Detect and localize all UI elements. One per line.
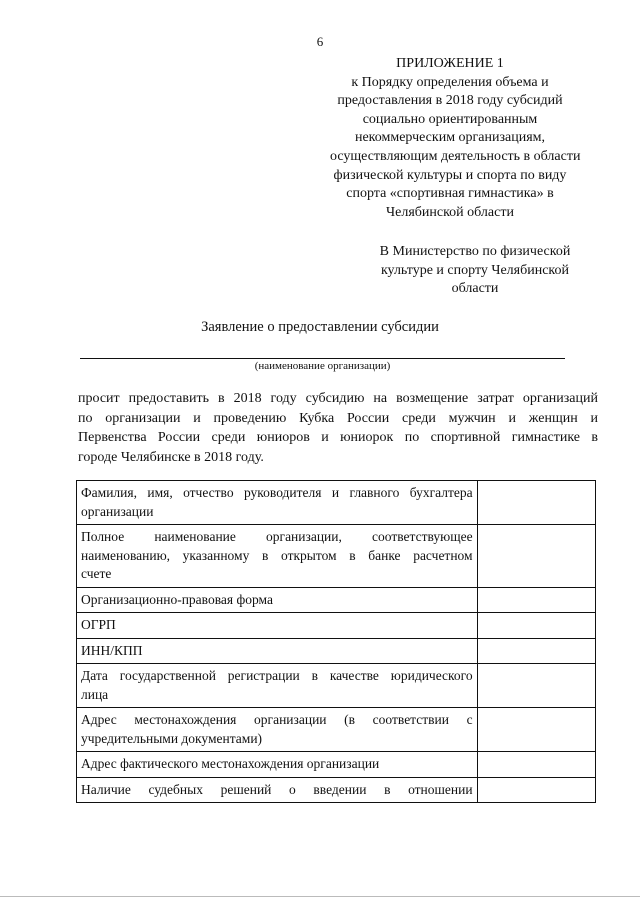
row-label-line: Фамилия, имя, отчество руководителя и главного бухгалтера xyxy=(81,485,473,500)
row-value-cell[interactable] xyxy=(477,638,595,664)
table-row xyxy=(77,587,596,613)
row-value-cell[interactable] xyxy=(477,708,595,752)
row-label-line: учредительными документами) xyxy=(81,730,263,746)
row-label xyxy=(77,752,478,778)
row-label xyxy=(77,638,478,664)
addressee-block xyxy=(355,243,595,299)
table-row xyxy=(77,638,596,664)
appendix-block xyxy=(330,55,581,222)
request-paragraph xyxy=(78,389,598,467)
row-value-cell[interactable] xyxy=(477,613,595,639)
appendix-line: некоммерческим организациям, xyxy=(354,130,546,146)
row-label-line: наименованию, указанному в открытом в банке расчетном xyxy=(81,547,473,563)
row-label-line: Адрес местонахождения организации (в соответствии с xyxy=(81,712,473,727)
row-label-line: Наличие судебных решений о введении в отношении xyxy=(81,781,473,797)
table-row xyxy=(77,613,596,639)
paragraph-line: просит предоставить в 2018 году субсидию на возмещение затрат организаций xyxy=(78,391,598,406)
addressee-line: культуре и спорту Челябинской xyxy=(380,262,570,278)
row-label-line: лица xyxy=(81,686,109,702)
row-value-cell[interactable] xyxy=(477,777,595,803)
page-number: 6 xyxy=(316,34,324,49)
row-label xyxy=(77,613,478,639)
row-label xyxy=(77,664,478,708)
row-label-line: Адрес фактического местонахождения организации xyxy=(81,756,380,771)
row-label xyxy=(77,481,478,525)
row-value-cell[interactable] xyxy=(477,664,595,708)
appendix-line: физической культуры и спорта по виду xyxy=(333,167,567,183)
appendix-title: ПРИЛОЖЕНИЕ 1 xyxy=(396,56,504,71)
row-label-line: Дата государственной регистрации в качестве юридического xyxy=(81,668,473,683)
paragraph-line: по организации и проведению Кубка России среди мужчин и женщин и xyxy=(78,410,598,426)
paragraph-line: Первенства России среди юниоров и юниорок по спортивной гимнастике в xyxy=(78,430,598,445)
table-row xyxy=(77,777,596,803)
page-bottom-edge xyxy=(0,896,640,897)
table-row xyxy=(77,481,596,525)
row-label-line: организации xyxy=(81,503,154,519)
row-label-line: ОГРП xyxy=(81,617,116,632)
document-title: Заявление о предоставлении субсидии xyxy=(201,319,439,335)
organization-caption: (наименование организации) xyxy=(254,360,391,372)
appendix-line: Челябинской области xyxy=(386,204,514,220)
table-row xyxy=(77,664,596,708)
row-value-cell[interactable] xyxy=(477,752,595,778)
row-label-line: ИНН/КПП xyxy=(81,642,143,658)
organization-info-table xyxy=(76,480,596,803)
appendix-line: социально ориентированным xyxy=(362,111,538,127)
appendix-line: спорта «спортивная гимнастика» в xyxy=(346,186,554,202)
table-row xyxy=(77,708,596,752)
table-row xyxy=(77,525,596,588)
row-label-line: Полное наименование организации, соответствующее xyxy=(81,529,473,544)
appendix-line: предоставления в 2018 году субсидий xyxy=(337,93,563,109)
row-value-cell[interactable] xyxy=(477,481,595,525)
row-label-line: счете xyxy=(81,566,112,581)
row-value-cell[interactable] xyxy=(477,525,595,588)
organization-name-line[interactable] xyxy=(80,358,565,359)
row-label xyxy=(77,587,478,613)
table-row xyxy=(77,752,596,778)
row-label xyxy=(77,525,478,588)
appendix-line: осуществляющим деятельность в области xyxy=(330,148,581,164)
row-value-cell[interactable] xyxy=(477,587,595,613)
paragraph-line: городе Челябинске в 2018 году. xyxy=(78,449,264,465)
row-label xyxy=(77,777,478,803)
row-label-line: Организационно-правовая форма xyxy=(81,591,273,607)
row-label xyxy=(77,708,478,752)
addressee-line: области xyxy=(451,281,499,297)
appendix-line: к Порядку определения объема и xyxy=(351,74,549,90)
addressee-line: В Министерство по физической xyxy=(379,244,571,259)
